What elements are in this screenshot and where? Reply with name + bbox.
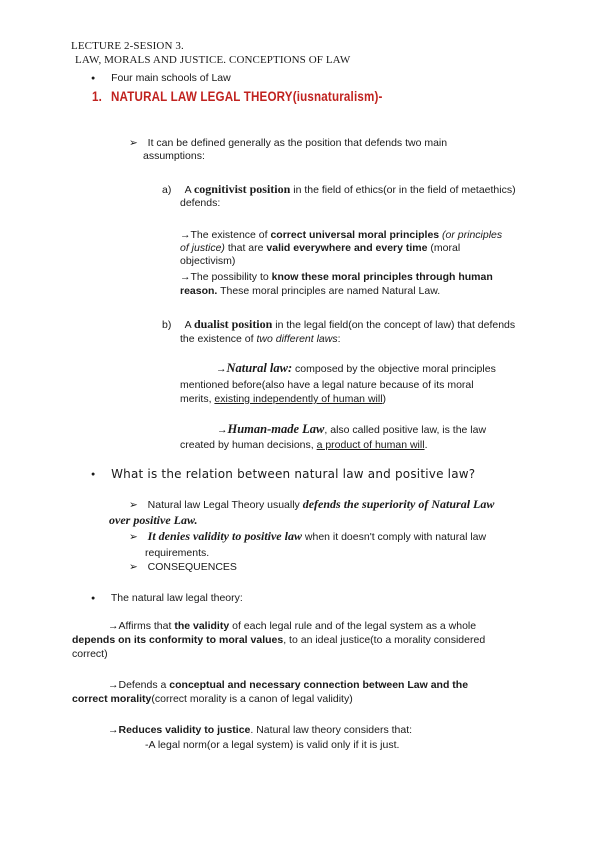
bullet-schools-text: Four main schools of Law [111, 72, 231, 84]
item-a-p2-line-1 [180, 271, 493, 284]
section-heading-text: NATURAL LAW LEGAL THEORY(iusnaturalism)- [110, 89, 383, 104]
item-b-l2-pre: the existence of [180, 333, 257, 345]
human-law-line-2 [180, 439, 427, 452]
item-b-line-2 [180, 333, 341, 346]
item-b-label: b) [162, 319, 172, 331]
t-p1-pre: Affirms that [118, 620, 175, 632]
natural-law-line-1 [216, 362, 496, 376]
theory-bullet [91, 592, 243, 605]
p2-bold: know these moral principles through human [271, 271, 493, 283]
item-a-line-2: defends: [180, 197, 221, 209]
section-heading [92, 90, 426, 105]
p2-pre: The possibility to [190, 271, 272, 283]
p1-bold: correct universal moral principles [270, 229, 440, 241]
t-p1-l2-bold: depends on its conformity to moral values [72, 634, 284, 646]
natural-law-term: Natural law: [226, 361, 293, 375]
t-p1-post: of each legal rule and of the legal system as a whole [229, 620, 477, 632]
t-p2-pre: Defends a [118, 679, 170, 691]
lecture-title: LECTURE 2-SESION 3. [71, 40, 184, 52]
right-arrow-icon: → [108, 679, 119, 691]
t-p1-l2-post: , to an ideal justice(to a morality considered [283, 634, 486, 646]
human-law-term: Human-made Law [227, 422, 325, 436]
lecture-subtitle: LAW, MORALS AND JUSTICE. CONCEPTIONS OF LAW [75, 54, 351, 66]
bullet-icon: ● [91, 75, 96, 82]
question-text: What is the relation between natural law and positive law? [111, 467, 476, 481]
theory-p3-line-2: -A legal norm(or a legal system) is valid only if it is just. [145, 739, 400, 751]
item-a-p1-line-1 [180, 229, 502, 242]
theory-text: The natural law legal theory: [110, 592, 243, 604]
consequences-text: CONSEQUENCES [147, 561, 237, 573]
relation-line-5 [129, 561, 237, 574]
right-arrow-icon: → [108, 620, 119, 632]
rel-l1-bold-italic: defends the superiority of Natural Law [302, 497, 495, 511]
natural-law-post: composed by the objective moral principles [292, 363, 496, 375]
item-b-l2-end: : [337, 333, 341, 345]
question-bullet [91, 468, 475, 482]
right-arrow-icon: → [216, 363, 227, 375]
p1-pre: The existence of [190, 229, 271, 241]
rel-l3-post: when it doesn't comply with natural law [301, 531, 487, 543]
item-a-post: in the field of ethics(or in the field of metaethics) [290, 184, 516, 196]
p1-l2-end: (moral [427, 242, 461, 254]
item-a-label: a) [162, 184, 172, 196]
right-arrow-icon: → [217, 424, 228, 436]
rel-l1-pre: Natural law Legal Theory usually [147, 499, 303, 511]
right-arrow-icon: → [180, 271, 191, 283]
rel-l2-bold-italic: over positive Law. [109, 513, 198, 527]
relation-line-4: requirements. [145, 547, 210, 559]
nl-l3-pre: merits, [180, 393, 215, 405]
item-b-line-1 [162, 318, 515, 332]
item-a-pre: A [184, 184, 194, 196]
t-p2-l2-post: (correct morality is a canon of legal validity) [151, 693, 353, 705]
p2-l2-bold: reason. [180, 285, 218, 297]
rel-l3-bold-italic: It denies validity to positive law [147, 529, 302, 543]
dualist-term: dualist position [193, 317, 273, 331]
item-a-p1-line-3: objectivism) [180, 255, 236, 267]
natural-law-line-3 [180, 393, 386, 406]
human-law-line-1 [217, 423, 486, 437]
bullet-schools [91, 72, 231, 85]
item-b-post: in the legal field(on the concept of law) that defends [272, 319, 516, 331]
right-arrow-icon: → [180, 229, 191, 241]
p2-l2-end: These moral principles are named Natural Law. [217, 285, 441, 297]
nl-l3-underline: existing independently of human will [214, 393, 383, 405]
theory-p2-line-1 [108, 679, 468, 692]
t-p1-bold: the validity [174, 620, 230, 632]
t-p2-l2-bold: correct morality [72, 693, 152, 705]
arrow-bullet-icon: ➢ [129, 499, 138, 511]
relation-line-3 [129, 530, 486, 544]
arrow-bullet-icon: ➢ [129, 137, 138, 149]
bullet-icon: ● [91, 471, 96, 478]
bullet-icon: ● [91, 595, 96, 602]
human-law-post: , also called positive law, is the law [324, 424, 487, 436]
p1-l2-mid: that are [224, 242, 267, 254]
natural-law-line-2: mentioned before(also have a legal nature because of its moral [180, 379, 474, 391]
item-a-p2-line-2 [180, 285, 440, 298]
theory-p1-line-3: correct) [72, 648, 108, 660]
hm-l2-end: . [424, 439, 428, 451]
item-a-line-1 [162, 183, 516, 197]
arrow-bullet-icon: ➢ [129, 561, 138, 573]
definition-line-2: assumptions: [143, 150, 205, 162]
hm-l2-underline: a product of human will [316, 439, 425, 451]
t-p3-post: . Natural law theory considers that: [250, 724, 413, 736]
t-p2-bold: conceptual and necessary connection between Law and the [169, 679, 469, 691]
p1-l2-italic: of justice) [180, 242, 225, 254]
t-p3-bold: Reduces validity to justice [118, 724, 251, 736]
arrow-bullet-icon: ➢ [129, 531, 138, 543]
definition-line-1 [129, 137, 447, 150]
relation-line-2 [109, 514, 198, 528]
item-a-p1-line-2 [180, 242, 460, 255]
theory-p1-line-1 [108, 620, 476, 633]
hm-l2-pre: created by human decisions, [180, 439, 317, 451]
nl-l3-end: ) [382, 393, 387, 405]
right-arrow-icon: → [108, 724, 119, 736]
relation-line-1 [129, 498, 494, 512]
item-b-l2-italic: two different laws [256, 333, 338, 345]
item-b-pre: A [184, 319, 194, 331]
p1-l2-bold: valid everywhere and every time [266, 242, 428, 254]
cognitivist-term: cognitivist position [193, 182, 291, 196]
definition-text: It can be defined generally as the position that defends two main [147, 137, 448, 149]
theory-p2-line-2 [72, 693, 353, 706]
theory-p3-line-1 [108, 724, 412, 737]
p1-italic: (or principles [439, 229, 503, 241]
section-number: 1. [92, 89, 103, 104]
theory-p1-line-2 [72, 634, 485, 647]
